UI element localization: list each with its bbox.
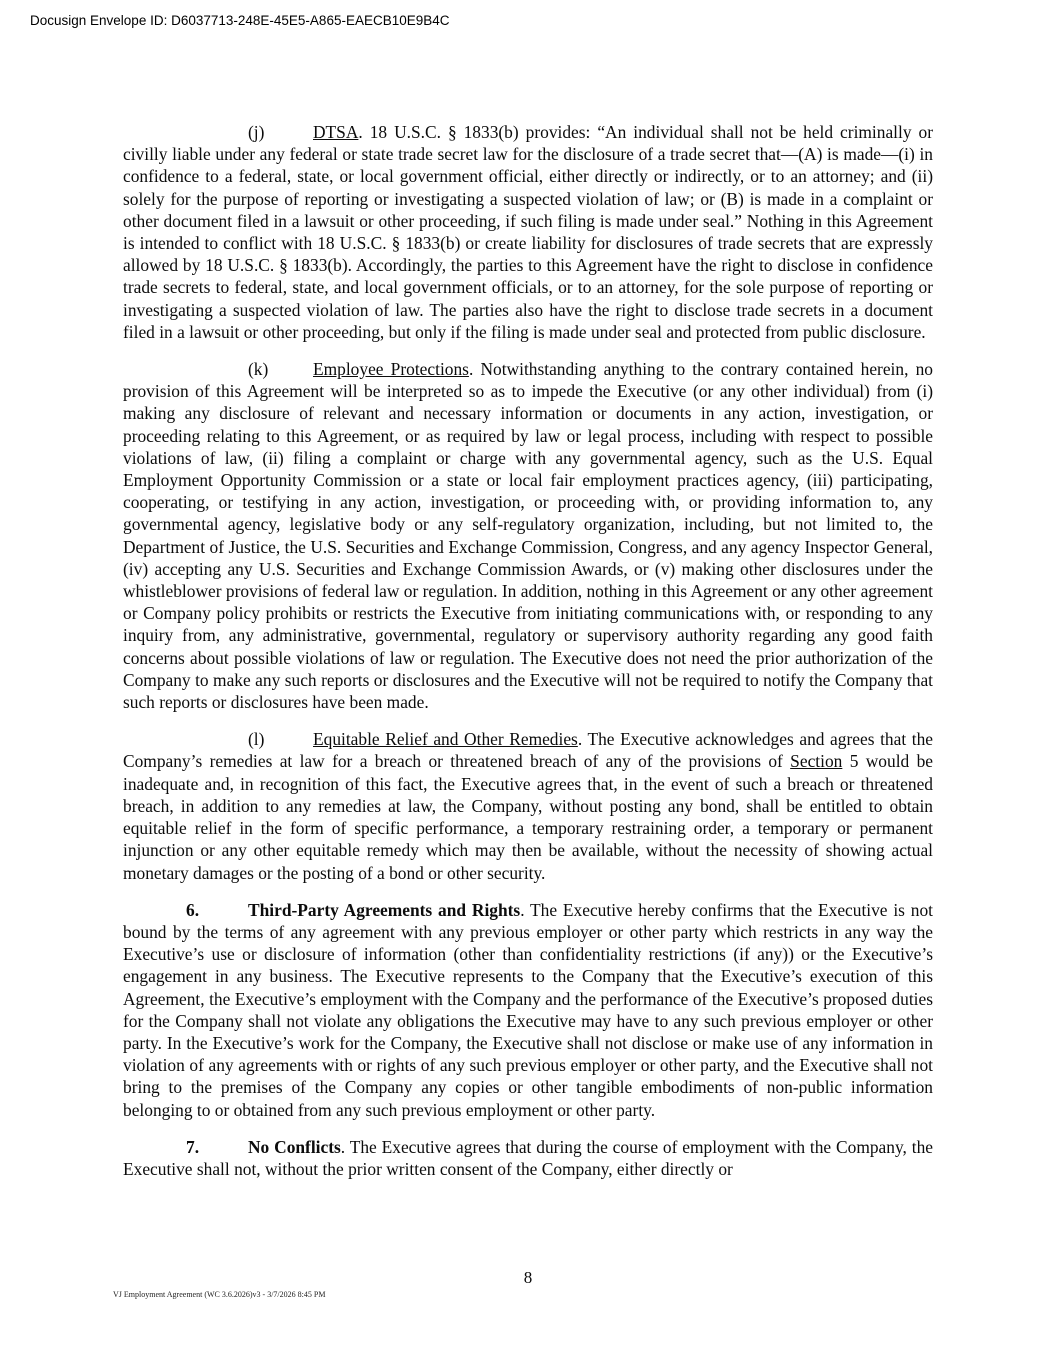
page-number: 8 xyxy=(523,1268,533,1287)
text-run: Equitable Relief and Other Remedies xyxy=(313,729,578,750)
text-run: Section xyxy=(790,751,843,772)
footer-document-stamp: VJ Employment Agreement (WC 3.6.2026)v3 - 3/7/2026 8:45 PM xyxy=(113,1290,326,1299)
paragraph-k-marker-label: (k) xyxy=(248,359,269,380)
docusign-envelope-id: Docusign Envelope ID: D6037713-248E-45E5-A865-EAECB10E9B4C xyxy=(30,13,450,28)
text-run: . 18 U.S.C. § 1833(b) provides: “An individual shall not be held criminally or civilly liable under any federal or state trade secret law for the disclosure of a trade secret that—(A) is made—(i) in confidence to a federal, state, or local government official, either directly or indirectly, or to an attorney; and (ii) solely for the purpose of reporting or investigating a suspected violation of law; or (B) is made in a complaint or other document filed in a lawsuit or other proceeding, if such filing is made under seal.” Nothing in this Agreement is intended to conflict with 18 U.S.C. § 1833(b) or create liability for disclosures of trade secrets that are expressly allowed by 18 U.S.C. § 1833(b). Accordingly, the parties to this Agreement have the right to disclose in confidence trade secrets to federal, state, and local government officials, or to an attorney, for the sole purpose of reporting or investigating a suspected violation of law. The parties also have the right to disclose trade secrets in a document filed in a lawsuit or other proceeding, but only if the filing is made under seal and protected from public disclosure. xyxy=(123,122,933,342)
section-7-marker xyxy=(123,1136,248,1158)
paragraph-l-marker xyxy=(123,728,313,750)
paragraph-k-marker xyxy=(123,358,313,380)
text-run: 5 would be inadequate and, in recognition of this fact, the Executive agrees that, in the event of such a breach or threatened breach, in addition to any remedies at law, the Company, without posting any bond, shall be entitled to obtain equitable relief in the form of specific performance, a temporary restraining order, a temporary or permanent injunction or any other equitable remedy which may then be available, without the necessity of showing actual monetary damages or the posting of a bond or other security. xyxy=(123,751,933,883)
paragraph-l-marker-label: (l) xyxy=(248,729,265,750)
paragraph-j xyxy=(123,121,933,343)
text-run: Employee Protections xyxy=(313,359,469,380)
document-body xyxy=(123,121,933,1195)
text-run: Third-Party Agreements and Rights xyxy=(248,899,521,920)
text-run: DTSA xyxy=(313,122,359,142)
text-run: . The Executive hereby confirms that the Executive is not bound by the terms of any agreement with any previous employer or other party which restricts in any way the Executive’s use or disclosure of information (other than confidentiality restrictions (if any)) or the Executive’s engagement in any business. The Executive represents to the Company that the Executive’s execution of this Agreement, the Executive’s employment with the Company and the performance of the Executive’s proposed duties for the Company shall not violate any obligations the Executive may have to any such previous employer or other party. In the Executive’s work for the Company, the Executive shall not disclose or make use of any information in violation of any agreements with or rights of any such previous employer or other party, and the Executive shall not bring to the premises of the Company any copies or other tangible embodiments of non-public information belonging to or obtained from any such previous employment or other party. xyxy=(123,899,933,1120)
text-run: . The Executive agrees that during the course of employment with the Company, the Executive shall not, without the prior written consent of the Company, either directly or xyxy=(123,1136,933,1179)
section-6 xyxy=(123,899,933,1121)
paragraph-j-marker-label: (j) xyxy=(248,122,265,142)
text-run: No Conflicts xyxy=(248,1136,341,1157)
paragraph-l xyxy=(123,728,933,883)
text-run: . Notwithstanding anything to the contrary contained herein, no provision of this Agreement will be interpreted so as to impede the Executive (or any other individual) from (i) making any disclosure of relevant and necessary information or documents in any action, investigation, or proceeding relating to this Agreement, or as required by law or legal process, including with respect to possible violations of law, (ii) filing a complaint or charge with any governmental agency, such as the U.S. Equal Employment Opportunity Commission or a state or local fair employment practices agency, (iii) participating, cooperating, or testifying in any action, investigation, or proceeding with, or providing information to, any governmental agency, legislative body or any self-regulatory organization, including, but not limited to, the Department of Justice, the U.S. Securities and Exchange Commission, Congress, and any agency Inspector General, (iv) accepting any U.S. Securities and Exchange Commission Awards, or (v) making other disclosures under the whistleblower provisions of federal law or regulation. In addition, nothing in this Agreement or any other agreement or Company policy prohibits or restricts the Executive from initiating communications with, or responding to any inquiry from, any administrative, governmental, regulatory or supervisory authority regarding any good faith concerns about possible violations of law or regulation. The Executive does not need the prior authorization of the Company to make any such reports or disclosures and the Executive will not be required to notify the Company that such reports or disclosures have been made. xyxy=(123,359,933,713)
section-7 xyxy=(123,1136,933,1180)
section-6-marker-label: 6. xyxy=(186,899,200,920)
section-6-marker xyxy=(123,899,248,921)
paragraph-j-marker xyxy=(123,121,313,143)
text-run: . The Executive acknowledges and agrees that the Company’s remedies at law for a breach or threatened breach of any of the provisions of xyxy=(123,729,933,772)
section-7-marker-label: 7. xyxy=(186,1136,200,1157)
paragraph-k xyxy=(123,358,933,713)
